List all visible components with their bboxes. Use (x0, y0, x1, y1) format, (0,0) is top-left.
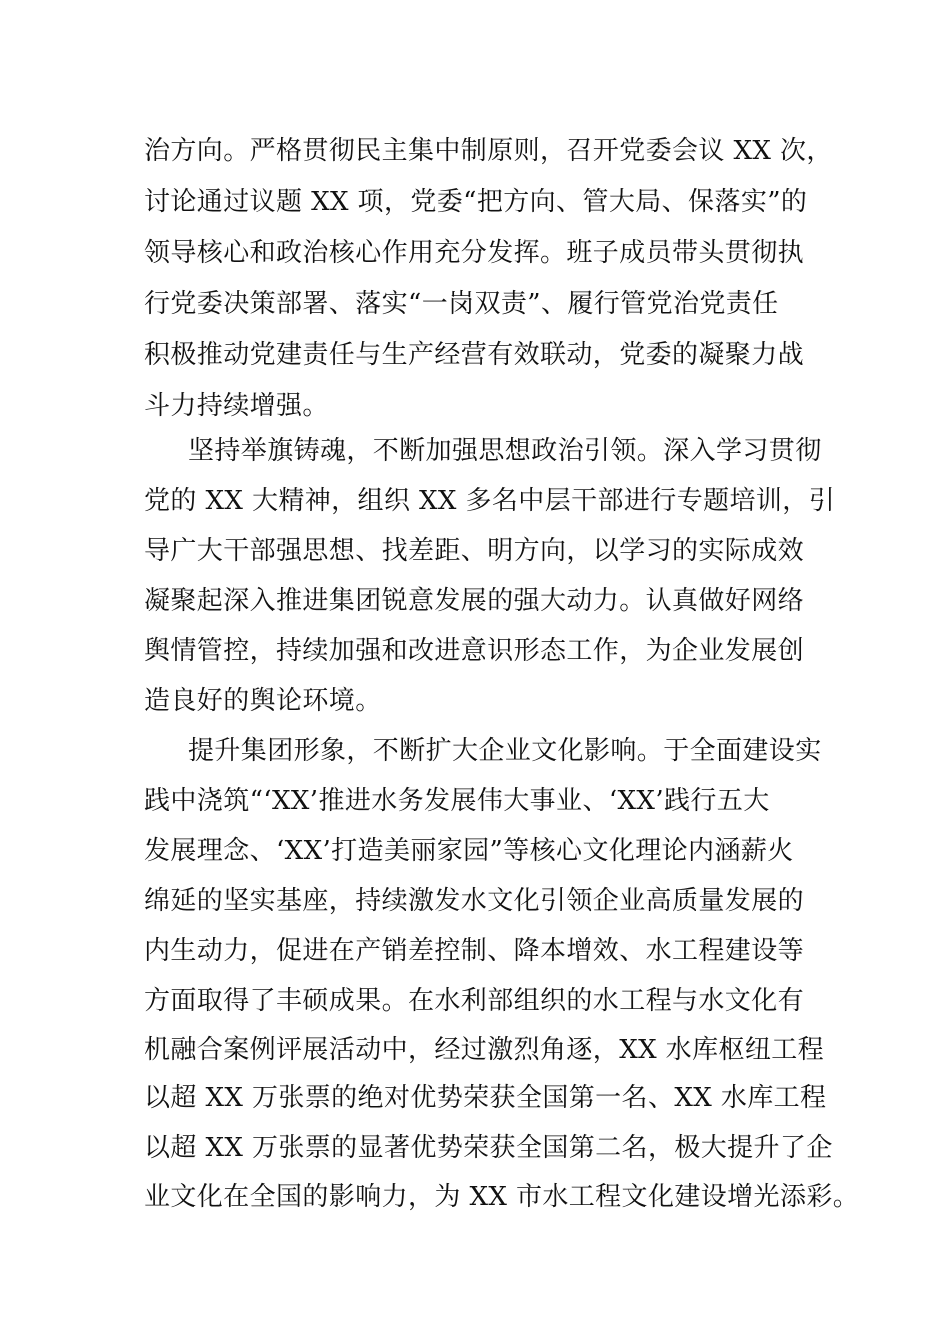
paragraph-3-line-6: 方面取得了丰硕成果。在水利部组织的水工程与水文化有 (144, 986, 805, 1016)
paragraph-1-line-6: 斗力持续增强。 (144, 391, 329, 421)
paragraph-3-line-9: 以超 XX 万张票的显著优势荣获全国第二名，极大提升了企 (144, 1133, 833, 1163)
paragraph-1-line-3: 领导核心和政治核心作用充分发挥。班子成员带头贯彻执 (144, 238, 805, 268)
paragraph-2-line-2: 党的 XX 大精神，组织 XX 多名中层干部进行专题培训，引 (144, 486, 836, 516)
paragraph-2-line-3: 导广大干部强思想、找差距、明方向，以学习的实际成效 (144, 536, 805, 566)
paragraph-1-line-5: 积极推动党建责任与生产经营有效联动，党委的凝聚力战 (144, 340, 805, 370)
paragraph-3-line-8: 以超 XX 万张票的绝对优势荣获全国第一名、XX 水库工程 (144, 1083, 827, 1113)
paragraph-3-line-2: 践中浇筑“‘XX’推进水务发展伟大事业、‘XX’践行五大 (144, 786, 770, 816)
paragraph-3-line-7: 机融合案例评展活动中，经过激烈角逐，XX 水库枢纽工程 (144, 1035, 825, 1065)
paragraph-3-line-4: 绵延的坚实基座，持续激发水文化引领企业高质量发展的 (144, 886, 805, 916)
paragraph-3-line-3: 发展理念、‘XX’打造美丽家园”等核心文化理论内涵薪火 (144, 836, 794, 866)
paragraph-2-line-4: 凝聚起深入推进集团锐意发展的强大动力。认真做好网络 (144, 586, 805, 616)
paragraph-3-line-10: 业文化在全国的影响力，为 XX 市水工程文化建设增光添彩。 (144, 1182, 860, 1212)
paragraph-1-line-2: 讨论通过议题 XX 项，党委“把方向、管大局、保落实”的 (144, 187, 808, 217)
paragraph-2-line-6: 造良好的舆论环境。 (144, 686, 382, 716)
paragraph-1-line-1: 治方向。严格贯彻民主集中制原则，召开党委会议 XX 次， (144, 136, 833, 166)
paragraph-2-line-5: 舆情管控，持续加强和改进意识形态工作，为企业发展创 (144, 636, 805, 666)
paragraph-3-line-1: 提升集团形象，不断扩大企业文化影响。于全面建设实 (188, 736, 822, 766)
paragraph-2-line-1: 坚持举旗铸魂，不断加强思想政治引领。深入学习贯彻 (188, 436, 822, 466)
paragraph-1-line-4: 行党委决策部署、落实“一岗双责”、履行管党治党责任 (144, 289, 779, 319)
paragraph-3-line-5: 内生动力，促进在产销差控制、降本增效、水工程建设等 (144, 936, 805, 966)
